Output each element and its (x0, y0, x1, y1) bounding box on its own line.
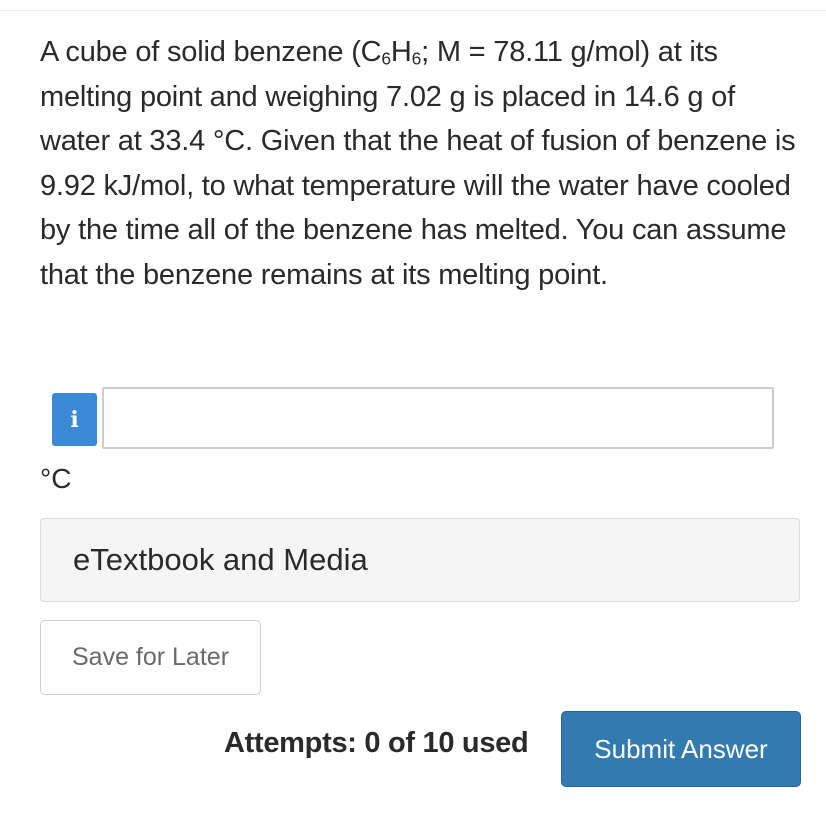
answer-input[interactable] (102, 387, 774, 449)
question-text-part: A cube of solid benzene (C (40, 36, 382, 68)
save-for-later-button[interactable]: Save for Later (40, 620, 261, 695)
top-divider (0, 10, 826, 11)
subscript-six: 6 (381, 48, 391, 69)
info-icon: i (70, 406, 79, 433)
question-text-part: H (390, 36, 412, 68)
subscript-six: 6 (411, 48, 422, 69)
attempts-counter: Attempts: 0 of 10 used (224, 727, 529, 759)
unit-label: °C (40, 463, 72, 494)
question-text-part: ; M = 78.11 g/mol) at its melting point and weighing 7.02 g is placed in 14.6 g of water at 33.4 °C. Given that the heat of fusion of benzene is 9.92 kJ/mol, to what temperature will the water have cooled by the time all of the benzene has melted. You can assume that the benzene remains at its melting point. (40, 36, 796, 291)
info-button[interactable] (52, 393, 97, 446)
question-text (40, 30, 800, 297)
etextbook-media-label: eTextbook and Media (73, 542, 368, 577)
etextbook-media-panel[interactable] (40, 518, 800, 602)
submit-answer-button[interactable]: Submit Answer (561, 711, 801, 787)
